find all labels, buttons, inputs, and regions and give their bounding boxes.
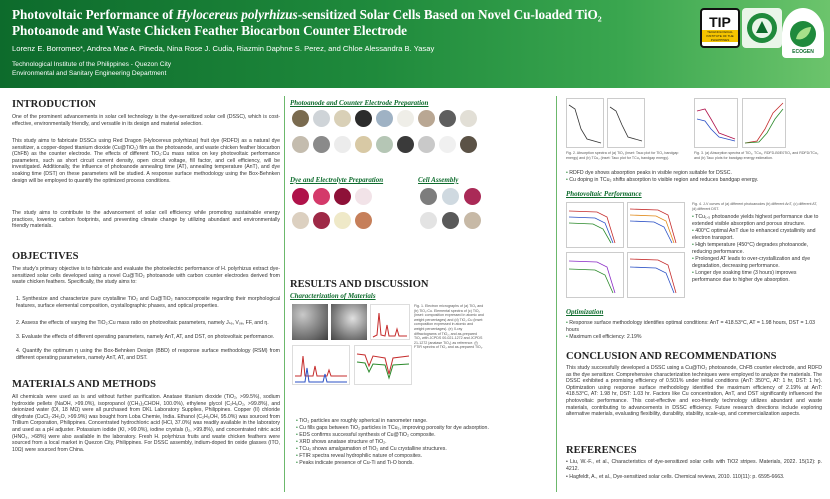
fig3-caption: Fig. 3. (a) Absorption spectra of TiO₂, TCu₂, RDFD-B0E0TiO₂ and RDFD/TCu₂ and (b) Tauc plots for bandgap energy estimation. xyxy=(694,151,819,160)
sem-image-tio2 xyxy=(292,304,328,340)
pv-bullet-4: • Prolonged AT leads to over-crystallization and dye degradation, decreasing performance. xyxy=(692,256,822,270)
objectives-item-3: 3. Evaluate the effects of different operating parameters, namely AnT, AT, and DST, on photovoltaic performance. xyxy=(16,334,275,340)
title-part-2: -sensitized Solar Cells Based on Novel Cu-loaded TiO₂ Photoanode and Waste Chicken Feather Biocarbon Counter Electrode xyxy=(12,7,602,38)
char-bullet-4: • XRD shows anatase structure of TiO₂. xyxy=(296,439,546,446)
ecogen-logo xyxy=(782,8,824,58)
char-bullet-3: • EDS confirms successful synthesis of Cu@TiO₂ composite. xyxy=(296,432,546,439)
char-bullet-2: • Cu fills gaps between TiO₂ particles in TCu₂, improving porosity for dye adsorption. xyxy=(296,425,546,432)
conclusion-heading: CONCLUSION AND RECOMMENDATIONS xyxy=(566,351,777,362)
fig4-caption: Fig. 4. J-V curves of (a) different photoanodes (b) different AnT, (c) different AT, (d) different DST. xyxy=(692,202,818,211)
title-italic-species: Hylocereus polyrhizus xyxy=(176,7,298,22)
reference-1: • Liu, W.-F., et al., Characteristics of dye-sensitized solar cells with TiO2 stripes. Materials, 2022. 15(12): p. 4212. xyxy=(566,459,822,472)
fig1-caption: Fig. 1. Electron micrographs of (a) TiO₂ and (b) TiO₂:Cu. Elemental spectra of (c) TiO₂ (inset: composition expressed in atomic and weight percentages) and (d) TiO₂:Cu (inset: composition expressed in atomic and weight percentages). (e) X-ray diffractograms of TiO₂, and as-prepared TiO₂ with JCPDS 00-021-1272 and JCPDS 21-1272 (anatase TiO₂) as reference. (f) FTIR spectra of TiO₂ and as-prepared TiO₂. xyxy=(414,304,484,350)
tip-logo xyxy=(700,8,740,48)
affiliation-institution: Technological Institute of the Philippines - Quezon City xyxy=(12,61,172,68)
materials-heading: MATERIALS AND METHODS xyxy=(12,379,156,390)
department-seal-logo xyxy=(742,8,782,48)
abs-bullet-2: • Cu doping in TCu₂ shifts absorption to visible region and reduces bandgap energy. xyxy=(566,177,822,184)
references-heading: REFERENCES xyxy=(566,445,637,456)
xrd-diffractogram-chart xyxy=(292,345,350,385)
characterization-bullets xyxy=(296,418,546,467)
pv-bullets xyxy=(692,214,822,284)
jv-curve-chart-a xyxy=(566,202,624,248)
char-bullet-1: • TiO₂ particles are roughly spherical in nanometer range. xyxy=(296,418,546,425)
title-part-1: Photovoltaic Performance of xyxy=(12,7,177,22)
eds-spectrum-chart xyxy=(370,304,410,340)
introduction-heading: INTRODUCTION xyxy=(12,99,97,110)
tip-logo-subtext: TECHNOLOGICAL INSTITUTE OF THE PHILIPPINES xyxy=(702,30,738,42)
intro-paragraph-3: The study aims to contribute to the advancement of solar cell efficiency while promoting sustainable energy practices, lowering carbon footprints, and preventing climate change by utilizing abundant and environmentally friendly materials. xyxy=(12,210,280,230)
pv-bullet-2: • 400°C optimal AnT due to enhanced crystallinity and electron transport. xyxy=(692,228,822,242)
poster-title xyxy=(12,7,652,39)
tauc-plot-chart xyxy=(742,98,786,148)
opt-bullet-2: • Maximum cell efficiency: 2.19% xyxy=(566,334,822,341)
optimization-bullets xyxy=(566,320,822,341)
results-heading: RESULTS AND DISCUSSION xyxy=(290,279,429,290)
opt-bullet-1: • Response surface methodology identifies optimal conditions: AnT = 418.53°C, AT = 1.98 hours, DST = 1.03 hours xyxy=(566,320,822,334)
photoanode-title: Photoanode and Counter Electrode Preparation xyxy=(290,99,429,107)
tip-logo-text: TIP xyxy=(709,14,731,30)
absorption-spectrum-chart-a xyxy=(566,98,604,148)
cell-assembly-title: Cell Assembly xyxy=(418,176,459,184)
ecogen-logo-text: ECOGEN xyxy=(792,49,814,55)
pv-bullet-1: • TCu₁.₅ photoanode yields highest performance due to extended visible absorption and porous structure. xyxy=(692,214,822,228)
column-divider-2 xyxy=(556,96,557,492)
absorption-spectrum-chart-b xyxy=(607,98,645,148)
fig2-caption: Fig. 2. Absorption spectra of (a) TiO₂ (inset: Tauc plot for TiO₂ bandgap energy) and (b) TCu₂ (inset: Tauc plot for TCu₂ bandgap energy). xyxy=(566,151,679,160)
dye-electrolyte-title: Dye and Electrolyte Preparation xyxy=(290,176,384,184)
affiliation xyxy=(12,60,171,78)
sem-image-tcu xyxy=(331,304,367,340)
jv-curve-chart-d xyxy=(627,252,685,298)
column-divider xyxy=(284,96,285,492)
pv-bullet-5: • Longer dye soaking time (3 hours) improves performance due to higher dye absorption. xyxy=(692,270,822,284)
intro-paragraph-1: One of the prominent advancements in solar cell technology is the dye-sensitized solar cell (DSSC), which is cost-effective, environmentally friendly, and versatile in its design and material selection. xyxy=(12,114,280,127)
jv-curve-chart-b xyxy=(627,202,685,248)
photovoltaic-performance-title: Photovoltaic Performance xyxy=(566,190,642,198)
absorption-bullets xyxy=(566,170,822,184)
reference-2: • Hagfeldt, A., et al., Dye-sensitized solar cells. Chemical reviews, 2010. 110(11): p. 6595-6663. xyxy=(566,474,785,480)
char-bullet-6: • FTIR spectra reveal hydrophilic nature of composites. xyxy=(296,453,546,460)
pv-bullet-3: • High temperature (450°C) degrades photoanode, reducing performance. xyxy=(692,242,822,256)
objectives-paragraph: The study's primary objective is to fabricate and evaluate the photoelectric performance of H. polyrhizus extract dye-sensitized solar cells developed using a novel Cu@TiO₂ photoanode with carbon counter electrodes derived from waste chicken feathers. Specifically, the study aims to: xyxy=(12,266,280,286)
affiliation-department: Environmental and Sanitary Engineering Department xyxy=(12,70,167,77)
char-bullet-7: • Peaks indicate presence of Cu-Ti and Ti-O bonds. xyxy=(296,460,546,467)
objectives-item-2: 2. Assess the effects of varying the TiO₂:Cu mass ratio on photovoltaic parameters, namely Jₛₑ, Vₒₑ, FF, and η. xyxy=(16,320,269,326)
author-list: Lorenz E. Borromeo*, Andrea Mae A. Pineda, Nina Rose J. Cudia, Riazmin Daphne S. Perez, and Chloe Alessandra B. Yasay xyxy=(12,44,435,53)
jv-curve-chart-c xyxy=(566,252,624,298)
leaf-icon xyxy=(788,19,818,49)
objectives-item-4: 4. Quantify the optimum η using the Box-Behnken Design (BBD) of response surface methodology (RSM) from different operating parameters, namely AnT, AT, and DST. xyxy=(16,348,280,361)
characterization-title: Characterization of Materials xyxy=(290,292,376,300)
ftir-spectra-chart xyxy=(354,345,412,385)
poster-header xyxy=(0,0,830,88)
objectives-item-1: 1. Synthesize and characterize pure crystalline TiO₂ and Cu@TiO₂ nanocomposite regarding their morphological features, surface elemental composition, crystallographic phases, and optical properties. xyxy=(16,296,280,309)
absorption-spectrum-chart-c xyxy=(694,98,738,148)
char-bullet-5: • TCu₂ shows amalgamation of TiO₂ and Cu crystalline structures. xyxy=(296,446,546,453)
conclusion-paragraph: This study successfully developed a DSSC using a Cu@TiO₂ photoanode, ChFB counter electrode, and RDFD as the dye sensitizer. Comprehensive characterization techniques were employed to analyze the materials. The DSSC exhibited a promising efficiency of 0.501% under initial conditions (AnT: 350°C, AT: 1 hr, DST: 1 hr). Optimization using response surface methodology identified the maximum efficiency of 2.19% at AnT: 418.53°C, AT: 1.98 hr, DST: 1.03 hr. Factors like Cu concentration, AnT, and DST significantly influenced the photovoltaic performance. This cost-effective and eco-friendly technology utilizes abundant and waste materials, contributing to advancements in DSSC efficiency. Future research directions include exploring alternative materials, evaluating flexibility, durability, stability, scale-up, and commercialization aspects. xyxy=(566,365,822,418)
optimization-title: Optimization xyxy=(566,308,604,316)
objectives-heading: OBJECTIVES xyxy=(12,251,79,262)
abs-bullet-1: • RDFD dye shows absorption peaks in visible region suitable for DSSC. xyxy=(566,170,822,177)
materials-paragraph: All chemicals were used as is and without further purification. Anatase titanium dioxide (TiO₂, >99.5%), sodium hydroxide pellets (NaOH, >99.0%), isopropanol ((CH₃)₂CHOH, 100.0%), ethylene glycol (C₂H₆O₂, >99.8%), and deionized water (DI, 18 MΩ) were all purchased from DKL Laboratory Supplies, Philippines. Copper (II) chloride dihydrate (CuCl₂·2H₂O, >99.9%) was bought from Loba Chemie, India. Ethanol (C₂H₅OH, 95.0%) was sourced from Trillium Corporation, Philippines. Concentrated hydrochloric acid (HCl, 37.0%) was readily available in the laboratory and used as a pH adjuster. Potassium iodide (KI, >99.0%), iodine crystals (I₂, >99.8%), and concentrated nitric acid (HNO₃, >68%) were also available in the laboratory. Fresh H. polyrhizus fruits and waste chicken feathers were sourced from a local market in Quezon City, Philippines. For DSSC assembly, indium-doped tin oxide glasses (ITO, 10Ω) were sourced from China. xyxy=(12,394,280,453)
intro-paragraph-2: This study aims to fabricate DSSCs using Red Dragon (Hylocereus polyrhizus) fruit dye (RDFD) as a natural dye sensitizer, a copper-doped titanium dioxide (Cu@TiO₂) film as the photoanode, and waste chicken feather biocarbon (ChFB) as the counter electrode. The effects of different TiO₂:Cu mass ratios on key photovoltaic performance parameters, such as short circuit current density, open circuit voltage, fill factor, and cell efficiency, will be investigated. Additionally, the influence of photoanode annealing time (AT), annealing temperature (AnT), and dye soaking time (DST) on these parameters will be studied. A response surface methodology using the Box-Behnken design will be employed to quantify the optimized process conditions. xyxy=(12,138,280,184)
